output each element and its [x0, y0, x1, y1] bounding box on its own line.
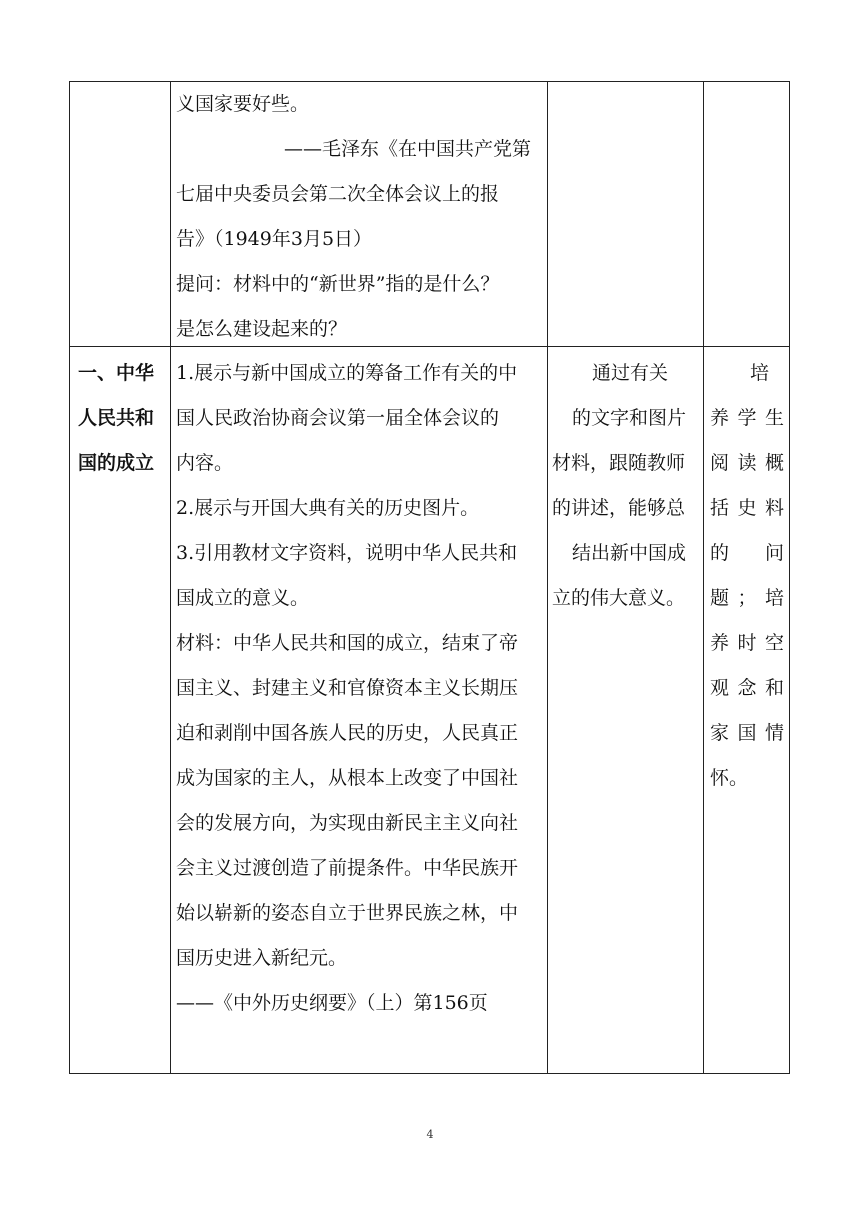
- activity-line: 国成立的意义。: [176, 587, 310, 609]
- page-number: 4: [426, 1128, 434, 1141]
- teaching-activities-cell: [176, 351, 542, 1026]
- activity-line: 成为国家的主人，从根本上改变了中国社: [176, 767, 519, 789]
- student-line: 结出新中国成: [572, 542, 687, 564]
- activity-line: 会的发展方向，为实现由新民主主义向社: [176, 812, 519, 834]
- intent-line: 观念和: [710, 677, 784, 699]
- intent-line: 培: [750, 362, 770, 384]
- activity-line: 内容。: [176, 452, 234, 474]
- lesson-table: [69, 81, 790, 1074]
- student-line: 立的伟大意义。: [552, 587, 686, 609]
- activity-line: 迫和剥削中国各族人民的历史，人民真正: [176, 722, 519, 744]
- student-line: 的文字和图片: [572, 407, 687, 429]
- intent-line: 的 问: [710, 542, 784, 564]
- activity-line: 会主义过渡创造了前提条件。中华民族开: [176, 857, 519, 879]
- activity-line: 国人民政治协商会议第一届全体会议的: [176, 407, 500, 429]
- question-line: 提问：材料中的“新世界”指的是什么？: [176, 273, 500, 295]
- intent-line: 阅读概: [710, 452, 784, 474]
- section-heading-line: 一、中华: [78, 362, 155, 384]
- source-citation: ——《中外历史纲要》（上）第156页: [176, 992, 488, 1014]
- column-divider: [170, 82, 171, 1073]
- column-divider: [547, 82, 548, 1073]
- material-line: 告》（1949年3月5日）: [176, 228, 373, 250]
- material-line: ——毛泽东《在中国共产党第: [284, 138, 532, 160]
- design-intent-cell: [710, 351, 784, 801]
- intent-line: 怀。: [710, 767, 749, 789]
- activity-line: 国历史进入新纪元。: [176, 947, 348, 969]
- student-activities-cell: [552, 351, 700, 621]
- student-line: 材料，跟随教师: [552, 452, 686, 474]
- material-line: 七届中央委员会第二次全体会议上的报: [176, 183, 500, 205]
- section-heading-line: 国的成立: [78, 452, 155, 474]
- column-divider: [703, 82, 704, 1073]
- material-line: 义国家要好些。: [176, 93, 310, 115]
- activity-line: 2.展示与开国大典有关的历史图片。: [176, 497, 480, 519]
- intent-line: 家国情: [710, 722, 784, 744]
- section-heading: [78, 351, 166, 486]
- intent-line: 题；培: [710, 587, 784, 609]
- top-row-material-cell: [176, 82, 542, 352]
- student-line: 通过有关: [592, 362, 669, 384]
- activity-line: 1.展示与新中国成立的筹备工作有关的中: [176, 362, 518, 384]
- activity-line: 始以崭新的姿态自立于世界民族之林，中: [176, 902, 519, 924]
- student-line: 的讲述，能够总: [552, 497, 686, 519]
- question-line: 是怎么建设起来的？: [176, 318, 348, 340]
- activity-line: 国主义、封建主义和官僚资本主义长期压: [176, 677, 519, 699]
- intent-line: 括史料: [710, 497, 784, 519]
- section-heading-line: 人民共和: [78, 407, 155, 429]
- intent-line: 养时空: [710, 632, 784, 654]
- intent-line: 养学生: [710, 407, 784, 429]
- activity-line: 材料：中华人民共和国的成立，结束了帝: [176, 632, 519, 654]
- activity-line: 3.引用教材文字资料，说明中华人民共和: [176, 542, 518, 564]
